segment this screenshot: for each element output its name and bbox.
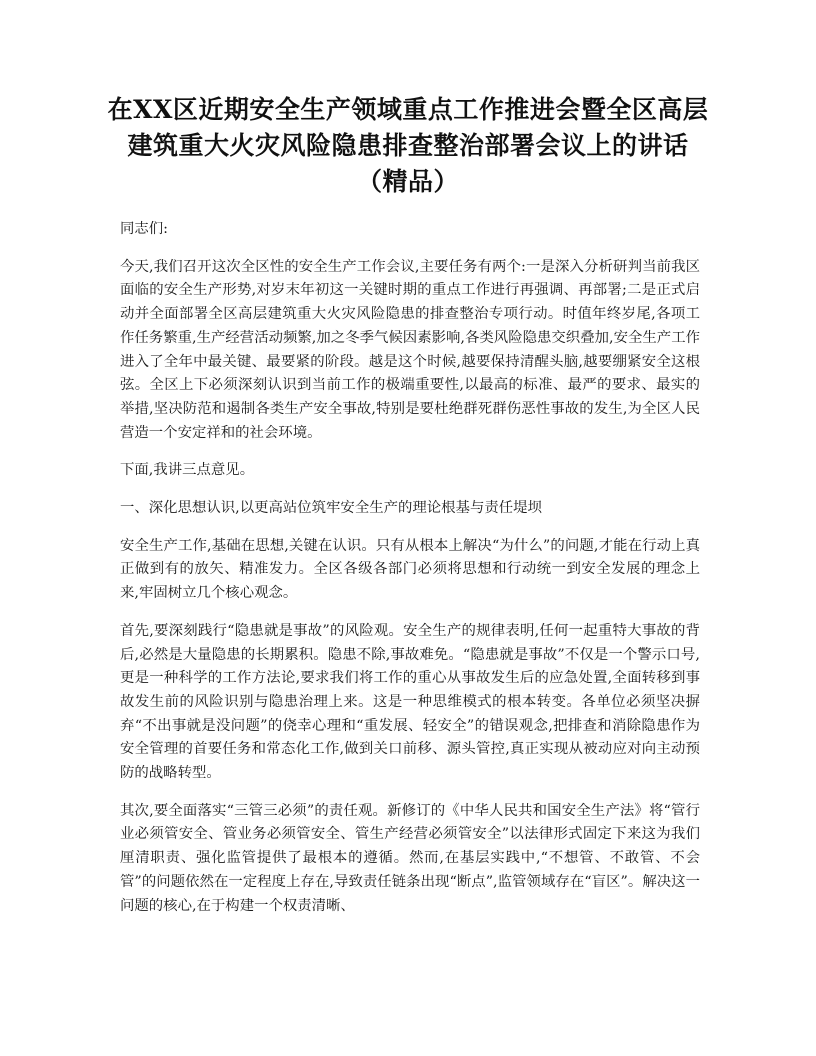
paragraph-section-1-intro: 安全生产工作,基础在思想,关键在认识。只有从根本上解决“为什么”的问题,才能在行动上真正做到有的放矢、精准发力。全区各级各部门必须将思想和行动统一到安全发展的理念上来,牢固树立几个核心观念。 — [120, 537, 700, 602]
title-line-3: （精品） — [356, 167, 459, 196]
paragraph-first-point: 首先,要深刻践行“隐患就是事故”的风险观。安全生产的规律表明,任何一起重特大事故的背后,必然是大量隐患的长期累积。隐患不除,事故难免。“隐患就是事故”不仅是一个警示口号,更是一种科学的工作方法论,要求我们将工作的重心从事故发生后的应急处置,全面转移到事故发生前的风险识别与隐患治理上来。这是一种思维模式的根本转变。各单位必须坚决摒弃“不出事就是没问题”的侥幸心理和“重发展、轻安全”的错误观念,把排查和消除隐患作为安全管理的首要任务和常态化工作,做到关口前移、源头管控,真正实现从被动应对向主动预防的战略转型。 — [120, 622, 700, 782]
paragraph-intro: 今天,我们召开这次全区性的安全生产工作会议,主要任务有两个:一是深入分析研判当前我区面临的安全生产形势,对岁末年初这一关键时期的重点工作进行再强调、再部署;二是正式启动并全面部署全区高层建筑重大火灾风险隐患的排查整治专项行动。时值年终岁尾,各项工作任务繁重,生产经营活动频繁,加之冬季气候因素影响,各类风险隐患交织叠加,安全生产工作进入了全年中最关键、最要紧的阶段。越是这个时候,越要保持清醒头脑,越要绷紧安全这根弦。全区上下必须深刻认识到当前工作的极端重要性,以最高的标准、最严的要求、最实的举措,坚决防范和遏制各类生产安全事故,特别是要杜绝群死群伤恶性事故的发生,为全区人民营造一个安定祥和的社会环境。 — [120, 258, 700, 441]
document-title — [100, 92, 716, 200]
paragraph-second-point: 其次,要全面落实“三管三必须”的责任观。新修订的《中华人民共和国安全生产法》将“管行业必须管安全、管业务必须管安全、管生产经营必须管安全”以法律形式固定下来这为我们厘清职责、强化监管提供了最根本的遵循。然而,在基层实践中,“不想管、不敢管、不会管”的问题依然在一定程度上存在,导致责任链条出现“断点”,监管领域存在“盲区”。解决这一问题的核心,在于构建一个权责清晰、 — [120, 802, 700, 914]
title-line-1: 在XX区近期安全生产领域重点工作推进会暨全区高层 — [107, 95, 709, 124]
title-line-2: 建筑重大火灾风险隐患排查整治部署会议上的讲话 — [127, 131, 689, 160]
salutation: 同志们: — [120, 221, 169, 237]
document-body — [120, 218, 700, 932]
paragraph-transition: 下面,我讲三点意见。 — [120, 462, 255, 479]
section-heading-1: 一、深化思想认识,以更高站位筑牢安全生产的理论根基与责任堤坝 — [120, 500, 542, 517]
